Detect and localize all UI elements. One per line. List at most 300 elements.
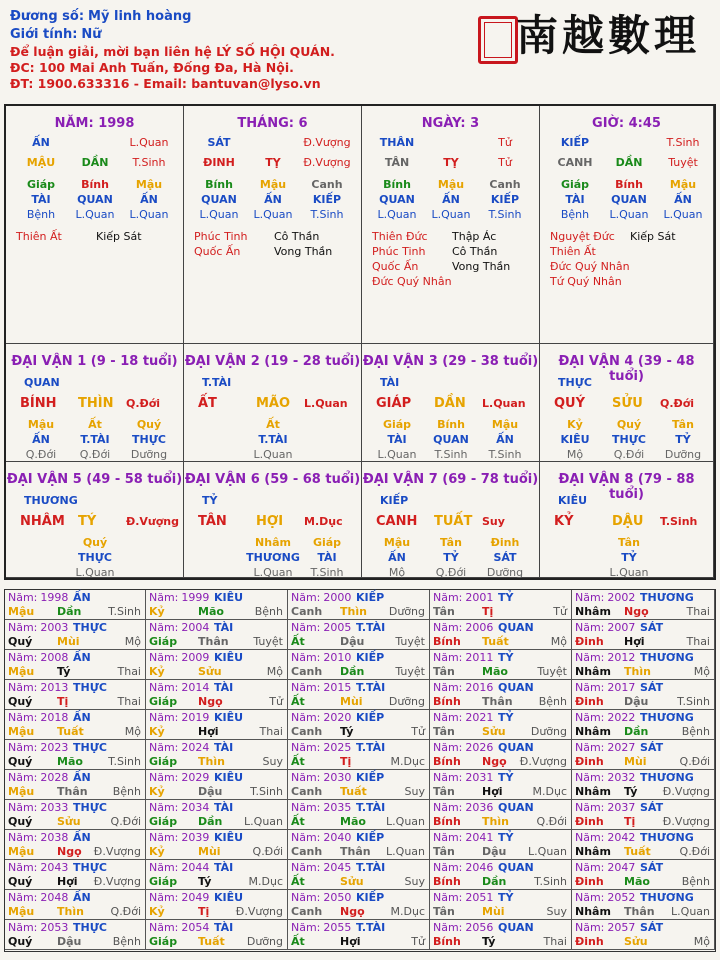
year-number: 2056 xyxy=(465,921,494,934)
year-cell xyxy=(288,860,430,890)
star-name: Tứ Quý Nhân xyxy=(550,275,622,288)
year-prefix: Năm: xyxy=(149,741,179,754)
year-ten-god: TỶ xyxy=(498,891,514,904)
star-name: Thiên Ất xyxy=(16,230,62,243)
year-chi: Mão xyxy=(340,815,366,828)
year-chi: Hợi xyxy=(482,785,503,798)
year-ten-god: KIẾP xyxy=(356,591,385,604)
year-can: Bính xyxy=(433,815,461,828)
dai-van-value: Mậu xyxy=(27,418,55,431)
year-state: L.Quan xyxy=(386,845,425,858)
year-can: Canh xyxy=(291,785,323,798)
year-cell xyxy=(572,830,715,860)
pillar-value: Bính xyxy=(615,178,643,191)
year-state: Tử xyxy=(553,605,567,618)
year-can: Giáp xyxy=(149,815,178,828)
dai-van-value: L.Quan xyxy=(253,566,293,579)
year-chi: Thân xyxy=(340,845,371,858)
year-can: Đinh xyxy=(575,935,604,948)
pillar-value: Bính xyxy=(205,178,233,191)
year-prefix: Năm: xyxy=(291,741,321,754)
year-cell xyxy=(5,860,146,890)
year-number: 1998 xyxy=(40,591,69,604)
year-can: Bính xyxy=(433,935,461,948)
year-state: Tử xyxy=(411,935,425,948)
pillar-value: TÀI xyxy=(31,193,51,206)
year-cell xyxy=(572,740,715,770)
year-cell xyxy=(5,800,146,830)
year-can: Nhâm xyxy=(575,845,611,858)
pillar-value: CANH xyxy=(557,156,593,169)
dai-van-value: ẤN xyxy=(496,433,514,446)
dai-van-title: ĐẠI VẬN 1 (9 - 18 tuổi) xyxy=(11,354,178,369)
dai-van-can: BÍNH xyxy=(20,396,57,411)
dai-van-chi: DẦN xyxy=(434,396,466,411)
star-name: Kiếp Sát xyxy=(630,230,676,243)
year-chi: Dần xyxy=(340,665,365,678)
year-prefix: Năm: xyxy=(433,801,463,814)
dai-van-value: Tân xyxy=(672,418,694,431)
year-state: Mộ xyxy=(266,665,283,678)
year-label xyxy=(291,591,351,604)
year-cell xyxy=(5,830,146,860)
year-state: Đ.Vượng xyxy=(662,785,710,798)
year-prefix: Năm: xyxy=(8,921,38,934)
pillar-cell xyxy=(184,106,362,344)
star-name: Đức Quý Nhân xyxy=(372,275,452,288)
star-name: Phúc Tinh xyxy=(372,245,426,258)
year-state: Thai xyxy=(259,725,283,738)
year-number: 2035 xyxy=(323,801,352,814)
year-state: Mộ xyxy=(693,665,710,678)
year-prefix: Năm: xyxy=(575,801,605,814)
year-number: 2028 xyxy=(40,771,69,784)
year-ten-god: TÀI xyxy=(214,681,234,694)
year-prefix: Năm: xyxy=(149,621,179,634)
dai-van-ten-god: TÀI xyxy=(380,376,400,389)
year-prefix: Năm: xyxy=(291,921,321,934)
year-can: Canh xyxy=(291,605,323,618)
year-can: Kỷ xyxy=(149,905,165,918)
dai-van-can: NHÂM xyxy=(20,514,65,529)
year-state: Mộ xyxy=(550,635,567,648)
year-cell xyxy=(146,680,288,710)
year-cell xyxy=(430,920,572,950)
year-state: Thai xyxy=(686,635,710,648)
dai-van-value: Dưỡng xyxy=(486,566,524,579)
year-cell xyxy=(288,920,430,950)
year-ten-god: KIÊU xyxy=(214,771,244,784)
year-cell xyxy=(5,680,146,710)
year-prefix: Năm: xyxy=(575,651,605,664)
year-state: Bệnh xyxy=(681,725,710,738)
dai-van-chi: TÝ xyxy=(78,514,97,529)
year-chi: Tị xyxy=(340,755,352,768)
year-cell xyxy=(430,650,572,680)
year-cell xyxy=(572,800,715,830)
year-label xyxy=(291,801,351,814)
year-label xyxy=(575,771,635,784)
year-ten-god: ẤN xyxy=(73,591,91,604)
year-prefix: Năm: xyxy=(291,891,321,904)
dai-van-value: T.TÀI xyxy=(80,433,110,446)
year-can: Tân xyxy=(433,905,455,918)
year-ten-god: ẤN xyxy=(73,891,91,904)
star-name: Kiếp Sát xyxy=(96,230,142,243)
year-ten-god: KIẾP xyxy=(356,891,385,904)
dai-van-cell xyxy=(6,462,184,578)
year-chi: Ngọ xyxy=(340,905,365,918)
year-can: Tân xyxy=(433,725,455,738)
pillar-value: Bính xyxy=(81,178,109,191)
year-prefix: Năm: xyxy=(8,861,38,874)
year-prefix: Năm: xyxy=(8,591,38,604)
year-cell xyxy=(146,800,288,830)
year-label xyxy=(291,891,351,904)
pillar-value: Tử xyxy=(498,156,512,169)
year-ten-god: KIÊU xyxy=(214,831,244,844)
year-cell xyxy=(572,680,715,710)
star-name: Quốc Ấn xyxy=(194,245,241,258)
dai-van-value: TỶ xyxy=(621,551,637,564)
year-cell xyxy=(146,710,288,740)
star-name: Vong Thần xyxy=(274,245,333,258)
year-ten-god: QUAN xyxy=(498,621,534,634)
year-chi: Dậu xyxy=(198,785,223,798)
year-chi: Sửu xyxy=(340,875,364,888)
year-ten-god: T.TÀI xyxy=(356,801,386,814)
year-state: T.Sinh xyxy=(108,755,141,768)
year-state: Q.Đới xyxy=(252,845,283,858)
year-label xyxy=(8,681,68,694)
star-name: Phúc Tinh xyxy=(194,230,248,243)
year-can: Giáp xyxy=(149,755,178,768)
year-state: Đ.Vượng xyxy=(519,755,567,768)
star-name: Cô Thần xyxy=(274,230,320,243)
year-number: 2022 xyxy=(607,711,636,724)
year-label xyxy=(575,891,635,904)
year-ten-god: T.TÀI xyxy=(356,921,386,934)
year-ten-god: SÁT xyxy=(640,621,664,634)
year-chi: Hợi xyxy=(198,725,219,738)
year-state: Q.Đới xyxy=(110,905,141,918)
year-cell xyxy=(5,650,146,680)
year-number: 2030 xyxy=(323,771,352,784)
dai-van-state: Q.Đới xyxy=(660,397,695,410)
year-label xyxy=(291,861,351,874)
year-chi: Hợi xyxy=(57,875,78,888)
year-chi: Tị xyxy=(482,605,494,618)
year-chi: Mùi xyxy=(340,695,363,708)
year-cell xyxy=(430,860,572,890)
brand-logo xyxy=(478,6,718,66)
dai-van-value: Bính xyxy=(437,418,465,431)
dai-van-value: Q.Đới xyxy=(25,448,57,461)
dai-van-value: T.TÀI xyxy=(258,433,288,446)
pillar-cell xyxy=(362,106,540,344)
year-cell xyxy=(5,890,146,920)
pillar-value: Mậu xyxy=(669,178,697,191)
year-prefix: Năm: xyxy=(149,801,179,814)
dai-van-value: Mậu xyxy=(491,418,519,431)
dai-van-value: THỰC xyxy=(132,433,166,446)
year-state: Tuyệt xyxy=(395,635,425,648)
pillar-value: L.Quan xyxy=(609,208,649,221)
year-state: Bệnh xyxy=(538,695,567,708)
year-chi: Tị xyxy=(57,695,69,708)
year-cell xyxy=(572,920,715,950)
year-state: L.Quan xyxy=(386,815,425,828)
year-label xyxy=(575,711,635,724)
dai-van-value: SÁT xyxy=(493,551,517,564)
year-state: M.Dục xyxy=(390,755,425,768)
dai-van-value: THƯƠNG xyxy=(246,551,300,564)
year-label xyxy=(149,891,209,904)
year-ten-god: T.TÀI xyxy=(356,861,386,874)
year-label xyxy=(575,651,635,664)
annual-luck-table xyxy=(4,589,716,952)
year-number: 2012 xyxy=(607,651,636,664)
year-label xyxy=(8,741,68,754)
year-ten-god: TỶ xyxy=(498,651,514,664)
year-ten-god: THƯƠNG xyxy=(640,591,694,604)
pillar-title: THÁNG: 6 xyxy=(237,116,308,131)
dai-van-value: Giáp xyxy=(312,536,342,549)
year-ten-god: SÁT xyxy=(640,741,664,754)
year-ten-god: TÀI xyxy=(214,621,234,634)
year-number: 2005 xyxy=(323,621,352,634)
year-label xyxy=(149,801,209,814)
pillar-title: NGÀY: 3 xyxy=(421,116,480,131)
year-chi: Tý xyxy=(198,875,212,888)
year-chi: Mão xyxy=(482,665,508,678)
year-can: Quý xyxy=(8,935,33,948)
year-chi: Ngọ xyxy=(624,605,649,618)
year-can: Đinh xyxy=(575,695,604,708)
pillar-value: ẤN xyxy=(674,193,692,206)
year-prefix: Năm: xyxy=(433,591,463,604)
dai-van-value: Dưỡng xyxy=(664,448,702,461)
dai-van-value: Đinh xyxy=(490,536,520,549)
pillar-cell xyxy=(540,106,714,344)
year-cell xyxy=(430,590,572,620)
year-state: Đ.Vượng xyxy=(93,875,141,888)
phone-email-line: ĐT: 1900.633316 - Email: bantuvan@lyso.vn xyxy=(10,76,321,91)
year-can: Bính xyxy=(433,635,461,648)
star-name: Thập Ác xyxy=(452,230,497,243)
year-label xyxy=(8,771,68,784)
dai-van-title: ĐẠI VẬN 5 (49 - 58 tuổi) xyxy=(6,472,183,487)
pillar-value: Mậu xyxy=(135,178,163,191)
year-chi: Thân xyxy=(57,785,88,798)
dai-van-cell xyxy=(184,344,362,462)
dai-van-value: THỰC xyxy=(612,433,646,446)
year-cell xyxy=(5,620,146,650)
year-state: Dưỡng xyxy=(388,605,425,618)
year-label xyxy=(149,741,209,754)
year-prefix: Năm: xyxy=(149,861,179,874)
pillar-value: TÀI xyxy=(565,193,585,206)
pillar-value: Bính xyxy=(383,178,411,191)
year-cell xyxy=(146,590,288,620)
pillar-value: Tuyệt xyxy=(668,156,698,169)
year-can: Bính xyxy=(433,695,461,708)
year-chi: Dần xyxy=(57,605,82,618)
dai-van-value: ẤN xyxy=(388,551,406,564)
year-label xyxy=(433,891,493,904)
year-prefix: Năm: xyxy=(8,891,38,904)
year-state: Đ.Vượng xyxy=(235,905,283,918)
year-number: 2018 xyxy=(40,711,69,724)
pillar-value: QUAN xyxy=(611,193,647,206)
pillar-value: KIẾP xyxy=(560,136,590,149)
year-state: Đ.Vượng xyxy=(662,815,710,828)
year-label xyxy=(8,801,68,814)
year-prefix: Năm: xyxy=(575,771,605,784)
year-ten-god: QUAN xyxy=(498,801,534,814)
year-ten-god: KIÊU xyxy=(214,651,244,664)
year-cell xyxy=(288,890,430,920)
year-label xyxy=(291,921,351,934)
year-chi: Thân xyxy=(198,635,229,648)
year-can: Ất xyxy=(291,635,305,648)
year-can: Quý xyxy=(8,755,33,768)
dai-van-value: THỰC xyxy=(78,551,112,564)
year-chi: Dậu xyxy=(57,935,82,948)
year-prefix: Năm: xyxy=(433,921,463,934)
year-prefix: Năm: xyxy=(433,741,463,754)
year-prefix: Năm: xyxy=(291,711,321,724)
dai-van-state: Đ.Vượng xyxy=(126,515,180,528)
year-prefix: Năm: xyxy=(575,891,605,904)
year-ten-god: QUAN xyxy=(498,741,534,754)
pillar-value: Đ.Vượng xyxy=(303,136,351,149)
year-number: 2003 xyxy=(40,621,69,634)
year-number: 2042 xyxy=(607,831,636,844)
year-label xyxy=(8,921,68,934)
year-label xyxy=(433,681,493,694)
year-number: 2017 xyxy=(607,681,636,694)
year-label xyxy=(433,801,493,814)
year-cell xyxy=(5,740,146,770)
year-chi: Dậu xyxy=(482,845,507,858)
year-state: Bệnh xyxy=(112,785,141,798)
year-ten-god: KIẾP xyxy=(356,711,385,724)
pillar-value: L.Quan xyxy=(129,208,169,221)
year-cell xyxy=(288,650,430,680)
year-state: T.Sinh xyxy=(677,695,710,708)
year-number: 2053 xyxy=(40,921,69,934)
pillar-value: T.Sinh xyxy=(666,136,700,149)
pillar-value: L.Quan xyxy=(253,208,293,221)
year-cell xyxy=(288,680,430,710)
year-can: Quý xyxy=(8,695,33,708)
year-can: Nhâm xyxy=(575,605,611,618)
year-prefix: Năm: xyxy=(149,831,179,844)
year-state: Q.Đới xyxy=(679,845,710,858)
dai-van-value: TỶ xyxy=(675,433,691,446)
dai-van-chi: THÌN xyxy=(78,396,114,411)
year-ten-god: THƯƠNG xyxy=(640,771,694,784)
year-chi: Mão xyxy=(57,755,83,768)
year-label xyxy=(291,651,351,664)
year-prefix: Năm: xyxy=(8,681,38,694)
year-chi: Dần xyxy=(482,875,507,888)
dai-van-value: T.Sinh xyxy=(310,566,344,579)
pillar-value: SÁT xyxy=(207,136,231,149)
year-ten-god: T.TÀI xyxy=(356,621,386,634)
year-chi: Tuất xyxy=(624,845,651,858)
contact-line: Để luận giải, mời bạn liên hệ LÝ SỐ HỘI QUÁN. xyxy=(10,44,335,59)
dai-van-ten-god: TỶ xyxy=(202,494,218,507)
year-prefix: Năm: xyxy=(433,861,463,874)
year-chi: Sửu xyxy=(198,665,222,678)
year-prefix: Năm: xyxy=(149,591,179,604)
dai-van-value: Mộ xyxy=(388,566,406,579)
year-ten-god: SÁT xyxy=(640,681,664,694)
dai-van-can: CANH xyxy=(376,514,418,529)
year-state: L.Quan xyxy=(671,905,710,918)
pillar-value: ẤN xyxy=(32,136,50,149)
year-cell xyxy=(288,740,430,770)
year-ten-god: THỰC xyxy=(73,801,107,814)
year-ten-god: TÀI xyxy=(214,861,234,874)
year-number: 2054 xyxy=(181,921,210,934)
dai-van-chi: DẬU xyxy=(612,514,644,529)
year-chi: Ngọ xyxy=(57,845,82,858)
year-number: 2033 xyxy=(40,801,69,814)
year-number: 2011 xyxy=(465,651,494,664)
year-cell xyxy=(430,740,572,770)
year-state: Đ.Vượng xyxy=(93,845,141,858)
year-ten-god: SÁT xyxy=(640,861,664,874)
year-cell xyxy=(146,770,288,800)
year-can: Kỷ xyxy=(149,725,165,738)
year-can: Bính xyxy=(433,875,461,888)
year-chi: Dậu xyxy=(340,635,365,648)
year-chi: Tý xyxy=(624,785,638,798)
dai-van-state: M.Dục xyxy=(304,515,343,528)
year-cell xyxy=(430,770,572,800)
year-can: Mậu xyxy=(8,845,35,858)
year-chi: Sửu xyxy=(57,815,81,828)
year-cell xyxy=(430,830,572,860)
year-state: Thai xyxy=(686,605,710,618)
year-label xyxy=(149,651,209,664)
pillar-value: L.Quan xyxy=(75,208,115,221)
pillar-value: QUAN xyxy=(77,193,113,206)
year-chi: Thìn xyxy=(482,815,509,828)
year-number: 2036 xyxy=(465,801,494,814)
year-number: 2047 xyxy=(607,861,636,874)
dai-van-value: Mậu xyxy=(383,536,411,549)
year-ten-god: THƯƠNG xyxy=(640,651,694,664)
year-prefix: Năm: xyxy=(8,741,38,754)
year-state: Thai xyxy=(117,695,141,708)
pillar-value: TỴ xyxy=(443,156,459,169)
seal-stamp-icon xyxy=(478,16,518,64)
pillar-value: T.Sinh xyxy=(488,208,522,221)
year-chi: Thìn xyxy=(624,665,651,678)
year-chi: Tị xyxy=(198,905,210,918)
year-state: T.Sinh xyxy=(534,875,567,888)
year-number: 2041 xyxy=(465,831,494,844)
pillar-value: L.Quan xyxy=(663,208,703,221)
dai-van-cell xyxy=(6,344,184,462)
year-label xyxy=(433,771,493,784)
dai-van-value: L.Quan xyxy=(75,566,115,579)
year-prefix: Năm: xyxy=(433,771,463,784)
